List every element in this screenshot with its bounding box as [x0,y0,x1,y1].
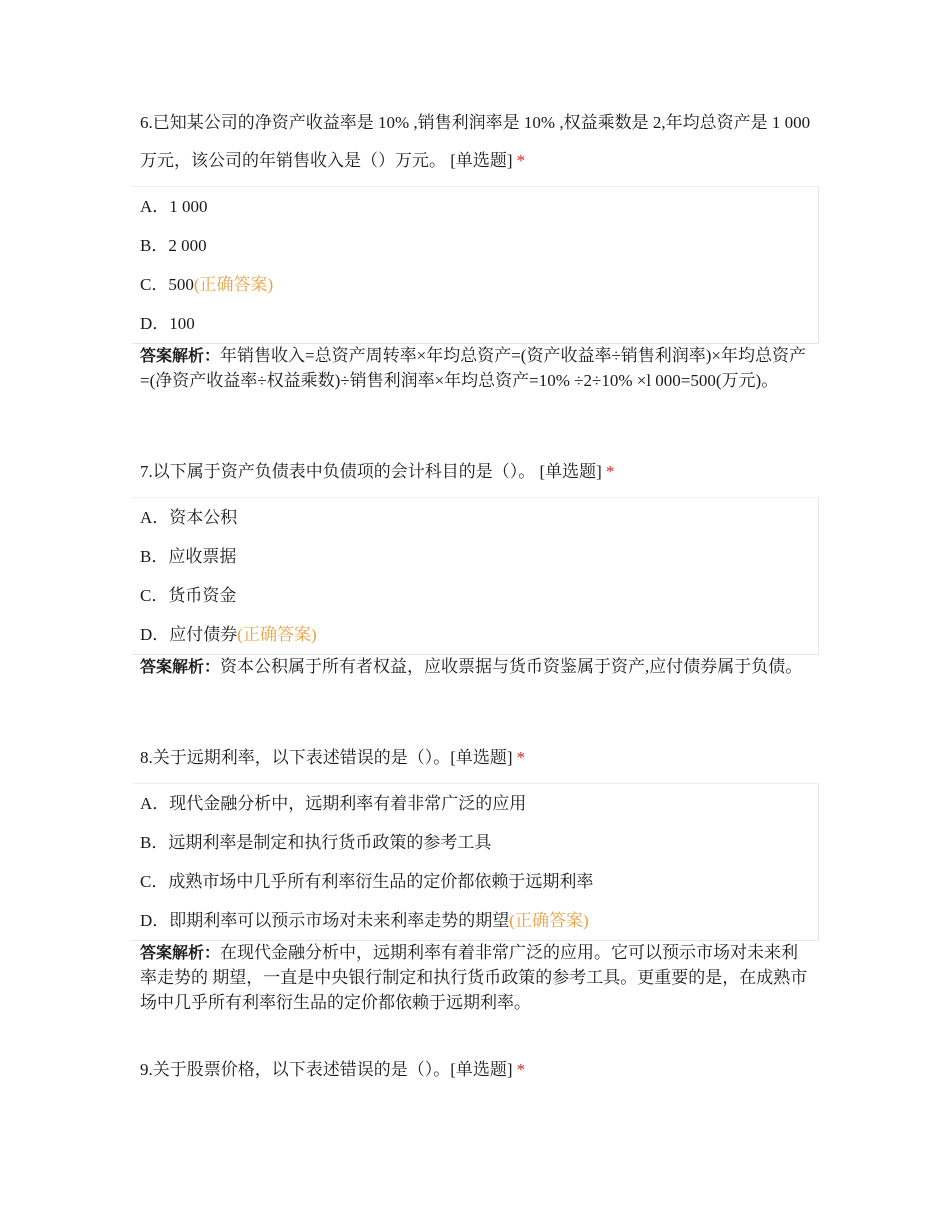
option-c[interactable]: C．500(正确答案) [140,275,274,294]
option-list [132,497,819,655]
question-title: 8.关于远期利率，以下表述错误的是（）。[单选题] * [140,748,526,767]
analysis-text: 在现代金融分析中，远期利率有着非常广泛的应用。它可以预示市场对未来利率走势的 期望，一直是中央银行制定和执行货币政策的参考工具。更重要的是，在成熟市场中几乎所有利率衍生品的定价都依赖于远期利率。 [140,943,808,1012]
option-b[interactable]: B．应收票据 [140,547,237,566]
answer-analysis [140,654,808,679]
question-title: 9.关于股票价格，以下表述错误的是（）。[单选题] * [140,1060,526,1079]
option-d[interactable]: D．100 [140,314,195,333]
analysis-label: 答案解析： [140,346,221,365]
analysis-text: 资本公积属于所有者权益，应收票据与货币资鉴属于资产,应付债券属于负债。 [220,657,803,676]
correct-answer-tag: (正确答案) [193,275,274,294]
analysis-label: 答案解析： [140,657,221,676]
option-d[interactable]: D．即期利率可以预示市场对未来利率走势的期望(正确答案) [140,911,589,930]
answer-analysis [140,940,808,1015]
correct-answer-tag: (正确答案) [509,911,589,930]
option-d[interactable]: D．应付债券(正确答案) [140,625,317,644]
answer-analysis [140,343,808,393]
required-mark: * [605,462,615,481]
required-mark: * [516,1060,526,1079]
option-a[interactable]: A．现代金融分析中，远期利率有着非常广泛的应用 [140,794,527,813]
option-c[interactable]: C．货币资金 [140,586,237,605]
correct-answer-tag: (正确答案) [237,625,317,644]
option-a[interactable]: A．资本公积 [140,508,238,527]
option-c[interactable]: C．成熟市场中几乎所有利率衍生品的定价都依赖于远期利率 [140,872,594,891]
analysis-label: 答案解析： [140,943,221,962]
question-title: 7.以下属于资产负债表中负债项的会计科目的是（）。 [单选题] * [140,462,615,481]
required-mark: * [516,748,526,767]
option-list [132,783,819,941]
required-mark: * [516,151,526,170]
option-b[interactable]: B．远期利率是制定和执行货币政策的参考工具 [140,833,492,852]
option-b[interactable]: B．2 000 [140,236,207,255]
option-a[interactable]: A．1 000 [140,197,208,216]
question-title: 6.已知某公司的净资产收益率是 10% ,销售利润率是 10% ,权益乘数是 2,年均总资产是 1 000 万元，该公司的年销售收入是（）万元。 [单选题] * [140,113,811,170]
option-list [132,186,819,344]
analysis-text: 年销售收入=总资产周转率×年均总资产=(资产收益率÷销售利润率)×年均总资产=(净资产收益率÷权益乘数)÷销售利润率×年均总资产=10% ÷2÷10% ×l 000=500(万元)。 [140,346,807,390]
